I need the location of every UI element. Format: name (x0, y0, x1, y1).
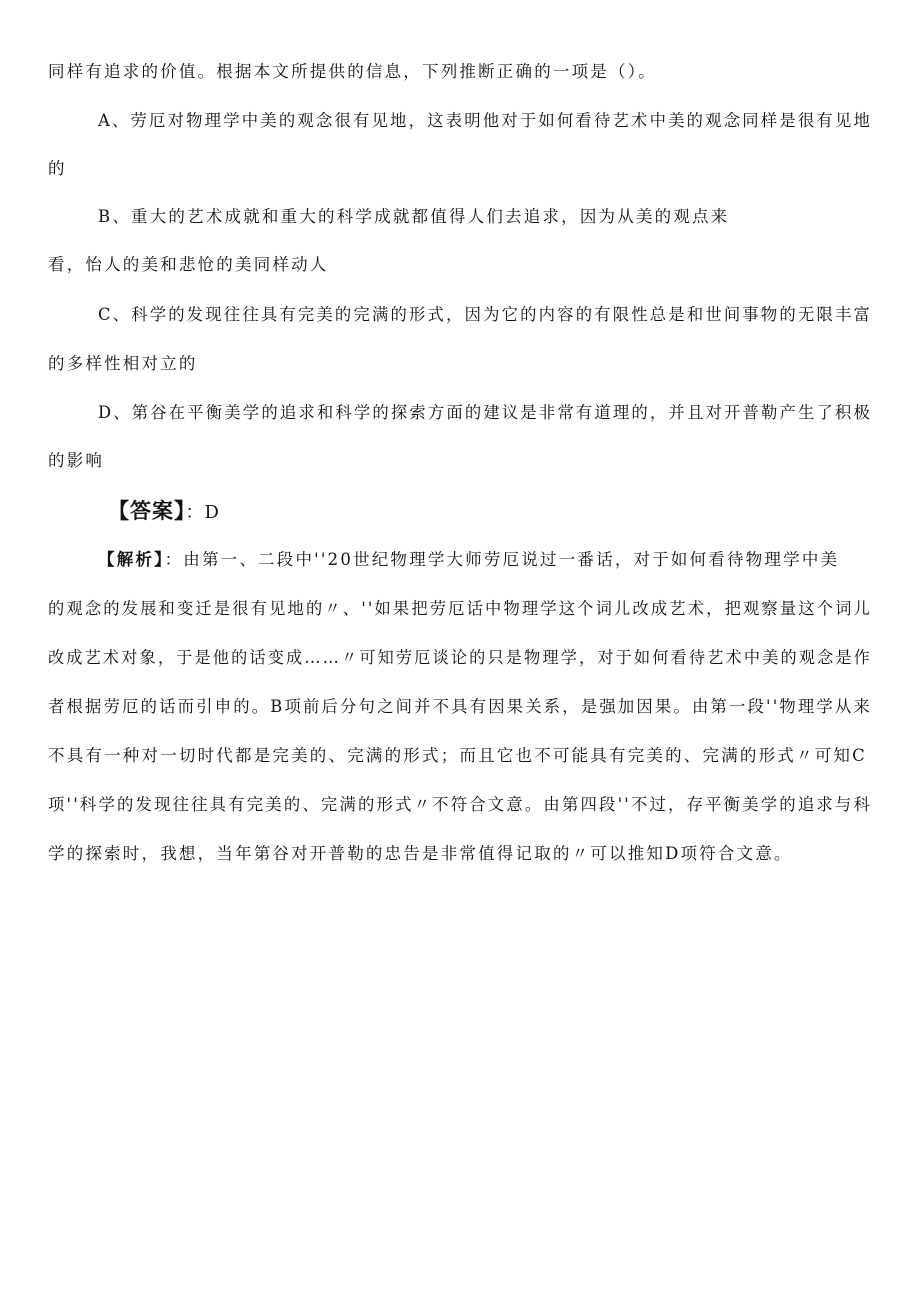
option-b-line2: 看，怡人的美和悲怆的美同样动人 (48, 255, 329, 274)
analysis-line6: 项''科学的发现往往具有完美的、完满的形式〃不符合文意。由第四段''不过，存平衡美学的追求与科 (48, 795, 872, 814)
option-c-line1: C、科学的发现往往具有完美的完满的形式，因为它的内容的有限性总是和世间事物的无限丰富 (98, 305, 873, 324)
analysis-line4: 者根据劳厄的话而引申的。B项前后分句之间并不具有因果关系，是强加因果。由第一段''物理学从来 (48, 697, 873, 716)
answer-label: 【答案】 (108, 499, 186, 523)
question-stem-tail: 同样有追求的价值。根据本文所提供的信息，下列推断正确的一项是（）。 (48, 62, 657, 81)
analysis-line2: 的观念的发展和变迁是很有见地的〃、''如果把劳厄话中物理学这个词儿改成艺术，把观察量这个词儿 (48, 599, 872, 618)
option-b-line1: B、重大的艺术成就和重大的科学成就都值得人们去追求，因为从美的观点来 (98, 207, 730, 226)
option-c-line2: 的多样性相对立的 (48, 354, 198, 373)
analysis-line5: 不具有一种对一切时代都是完美的、完满的形式；而且它也不可能具有完美的、完满的形式〃可知C (48, 746, 867, 765)
analysis-line3: 改成艺术对象，于是他的话变成……〃可知劳厄谈论的只是物理学，对于如何看待艺术中美的观念是作 (48, 648, 872, 667)
analysis-line1 (98, 550, 839, 570)
analysis-line7: 学的探索时，我想，当年第谷对开普勒的忠告是非常值得记取的〃可以推知D项符合文意。 (48, 844, 793, 863)
option-a-line2: 的 (48, 159, 67, 178)
analysis-label: 【解析】 (98, 550, 165, 569)
analysis-line1-text: ：由第一、二段中''20世纪物理学大师劳厄说过一番话，对于如何看待物理学中美 (164, 550, 840, 569)
option-a-line1: A、劳厄对物理学中美的观念很有见地，这表明他对于如何看待艺术中美的观念同样是很有见地 (98, 111, 873, 130)
answer-value: ：D (185, 502, 220, 523)
option-d-line1: D、第谷在平衡美学的追求和科学的探索方面的建议是非常有道理的，并且对开普勒产生了积极 (98, 403, 873, 422)
option-d-line2: 的影响 (48, 451, 105, 470)
answer-line (108, 498, 220, 526)
